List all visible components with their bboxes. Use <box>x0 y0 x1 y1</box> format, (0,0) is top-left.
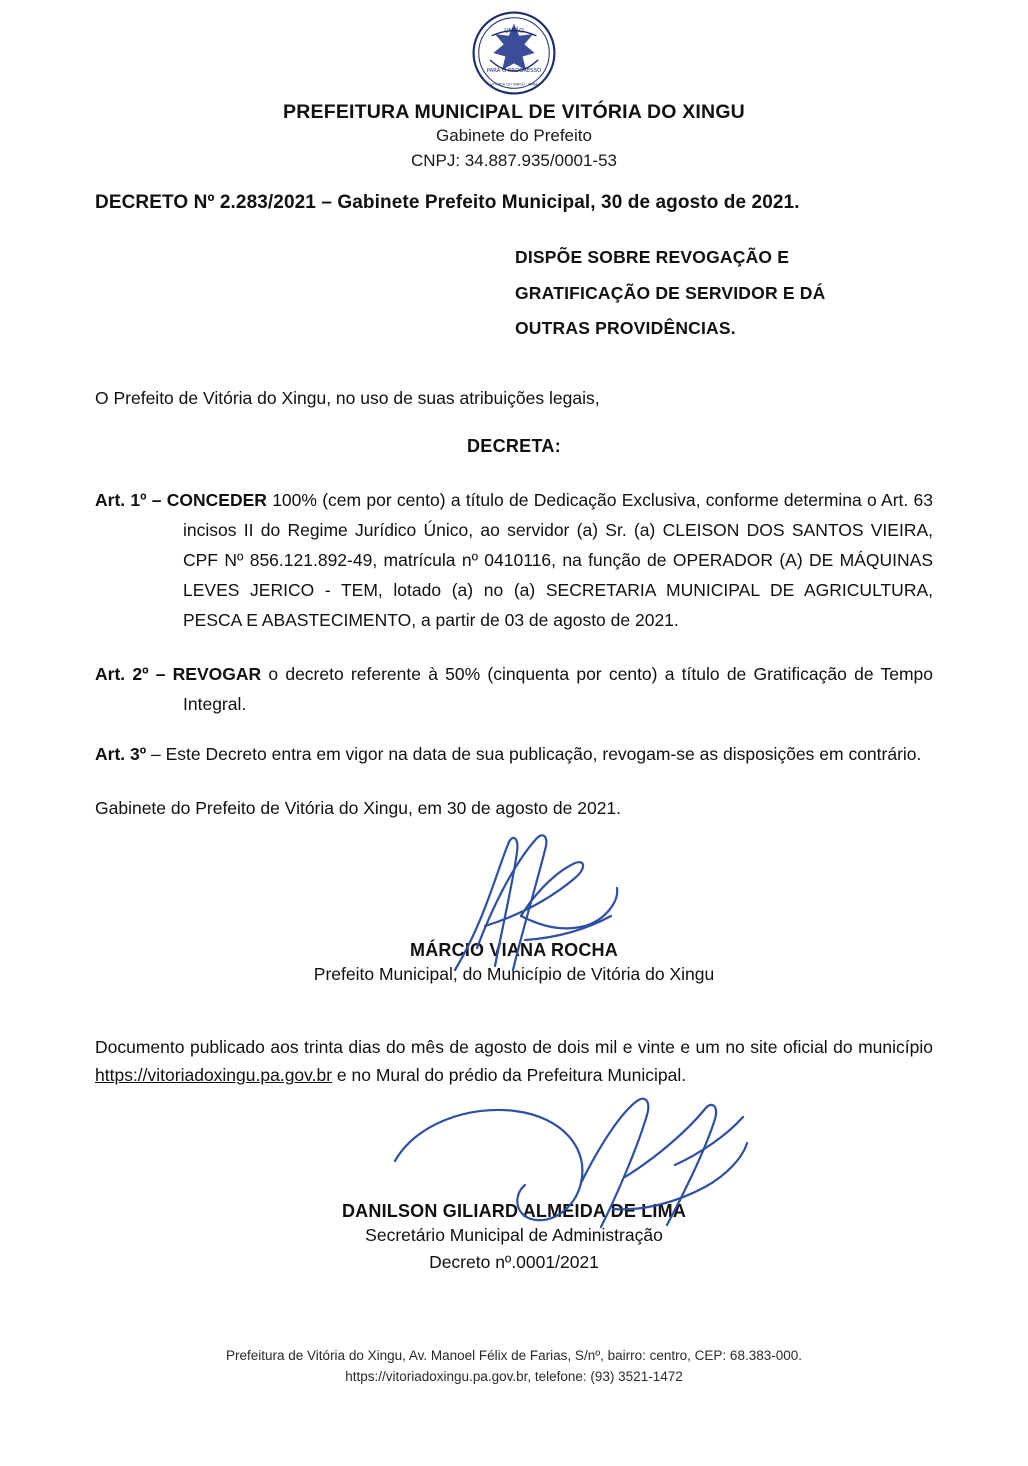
decree-summary-line: DISPÕE SOBRE REVOGAÇÃO E <box>515 246 790 267</box>
signature-role: Prefeito Municipal, do Município de Vitória do Xingu <box>313 963 715 984</box>
svg-text:VITÓRIA DO XINGU - PARÁ: VITÓRIA DO XINGU - PARÁ <box>490 82 538 87</box>
cnpj-line: CNPJ: 34.887.935/0001-53 <box>410 151 618 171</box>
office-name: Gabinete do Prefeito <box>436 126 592 146</box>
closing-text: Gabinete do Prefeito de Vitória do Xingu, em 30 de agosto de 2021. <box>95 798 622 819</box>
article-lead: Art. 1º – CONCEDER <box>95 489 267 510</box>
svg-text:PARA O PROGRESSO: PARA O PROGRESSO <box>486 67 542 74</box>
decree-summary-line: OUTRAS PROVIDÊNCIAS. <box>515 318 736 339</box>
document-header <box>95 100 933 174</box>
coat-of-arms-icon <box>471 10 557 96</box>
signature-block-mayor <box>95 940 933 987</box>
svg-text:UNIÃO: UNIÃO <box>504 27 524 35</box>
articles-container <box>95 485 933 770</box>
preamble-text: O Prefeito de Vitória do Xingu, no uso de suas atribuições legais, <box>95 388 600 409</box>
decree-summary-line: GRATIFICAÇÃO DE SERVIDOR E DÁ <box>515 282 826 303</box>
article-lead: Art. 2º – REVOGAR <box>95 664 262 684</box>
signature-decree: Decreto nº.0001/2021 <box>429 1251 599 1272</box>
decreta-label: DECRETA: <box>466 435 562 456</box>
publication-url[interactable]: https://vitoriadoxingu.pa.gov.br <box>95 1065 333 1086</box>
article-item <box>95 485 933 635</box>
decree-summary <box>515 240 935 348</box>
signature-name: MÁRCIO VIANA ROCHA <box>410 939 618 960</box>
footer-address: Prefeitura de Vitória do Xingu, Av. Manoel Félix de Farias, S/nº, bairro: centro, CEP: 68.383-000. <box>226 1347 802 1363</box>
publication-text-before: Documento publicado aos trinta dias do mês de agosto de dois mil e vinte e um no site oficial do município <box>95 1036 933 1057</box>
article-item <box>95 739 933 769</box>
article-text: 100% (cem por cento) a título de Dedicação Exclusiva, conforme determina o Art. 63 incisos II do Regime Jurídico Único, ao servidor (a) Sr. (a) CLEISON DOS SANTOS VIEIRA, CPF Nº 856.121.892-49, matrícula nº 0410116, na função de OPERADOR (A) DE MÁQUINAS LEVES JERICO - TEM, lotado (a) no (a) SECRETARIA MUNICIPAL DE AGRICULTURA, PESCA E ABASTECIMENTO, a partir de 03 de agosto de 2021. <box>183 489 933 630</box>
document-footer <box>0 1345 1028 1388</box>
article-text: o decreto referente à 50% (cinquenta por cento) a título de Gratificação de Tempo Integral. <box>183 664 933 715</box>
article-lead: Art. 3º <box>95 744 147 765</box>
signature-block-secretary <box>95 1201 933 1275</box>
footer-contact: https://vitoriadoxingu.pa.gov.br, telefone: (93) 3521-1472 <box>345 1369 683 1385</box>
article-item <box>95 659 933 719</box>
signature-role: Secretário Municipal de Administração <box>365 1225 663 1246</box>
publication-note <box>95 1033 933 1090</box>
crest-container <box>95 0 933 96</box>
signature-name: DANILSON GILIARD ALMEIDA DE LIMA <box>341 1201 687 1222</box>
decree-title: DECRETO Nº 2.283/2021 – Gabinete Prefeito Municipal, 30 de agosto de 2021. <box>95 191 800 213</box>
publication-text-after: e no Mural do prédio da Prefeitura Municipal. <box>332 1065 687 1086</box>
organization-name: PREFEITURA MUNICIPAL DE VITÓRIA DO XINGU <box>283 101 745 123</box>
article-text: – Este Decreto entra em vigor na data de sua publicação, revogam-se as disposições em contrário. <box>146 744 922 765</box>
